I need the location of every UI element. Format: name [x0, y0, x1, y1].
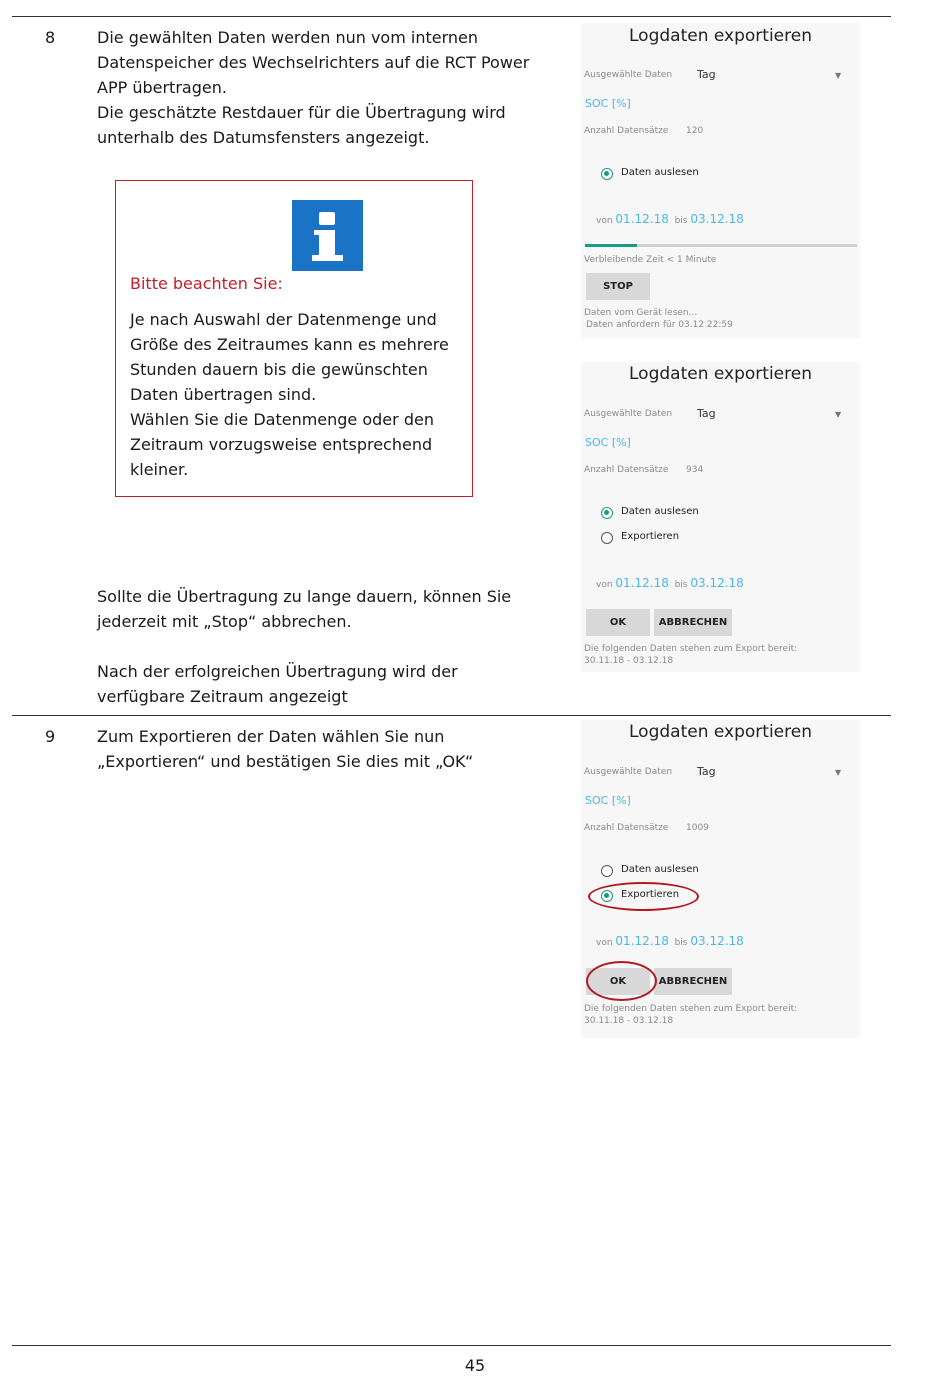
text-line: APP übertragen.: [97, 78, 227, 97]
app-screenshot-transfer: [581, 23, 860, 338]
selected-data-label: Ausgewählte Daten: [584, 409, 673, 419]
step-8-number: 8: [45, 28, 56, 47]
to-date[interactable]: 03.12.18: [690, 212, 744, 226]
dropdown-arrow-icon[interactable]: ▼: [835, 71, 842, 80]
soc-label: SOC [%]: [585, 436, 631, 449]
step-8-result-hint: [97, 659, 458, 709]
note-heading: Bitte beachten Sie:: [130, 274, 283, 293]
text-line: „Exportieren“ und bestätigen Sie dies mit „OK“: [97, 752, 474, 771]
from-label: von: [596, 938, 613, 948]
to-label: bis: [674, 938, 688, 948]
progress-bar: [585, 244, 857, 247]
radio-read-data-label: Daten auslesen: [621, 506, 699, 517]
soc-label: SOC [%]: [585, 794, 631, 807]
selected-data-value[interactable]: Tag: [697, 407, 716, 420]
step-9-number: 9: [45, 727, 56, 746]
from-label: von: [596, 216, 613, 226]
ok-highlight: [586, 961, 657, 1001]
to-label: bis: [674, 216, 688, 226]
note-line: Zeitraum vorzugsweise entsprechend: [130, 435, 433, 454]
step-8-stop-hint: [97, 584, 511, 634]
soc-label: SOC [%]: [585, 97, 631, 110]
selected-data-label: Ausgewählte Daten: [584, 767, 673, 777]
text-line: Datenspeicher des Wechselrichters auf die RCT Power: [97, 53, 530, 72]
to-date[interactable]: 03.12.18: [690, 934, 744, 948]
cancel-button[interactable]: ABBRECHEN: [654, 609, 732, 636]
from-date[interactable]: 01.12.18: [615, 576, 669, 590]
status-line: 30.11.18 - 03.12.18: [584, 1016, 674, 1026]
step-9-text: [97, 724, 473, 774]
record-count-label: Anzahl Datensätze: [584, 465, 669, 475]
text-line: unterhalb des Datumsfensters angezeigt.: [97, 128, 430, 147]
screen-title: Logdaten exportieren: [629, 364, 812, 384]
dropdown-arrow-icon[interactable]: ▼: [835, 410, 842, 419]
text-line: Die geschätzte Restdauer für die Übertragung wird: [97, 103, 506, 122]
note-body: [130, 307, 460, 482]
note-line: Je nach Auswahl der Datenmenge und: [130, 310, 437, 329]
ok-button[interactable]: OK: [586, 968, 650, 995]
selected-data-value[interactable]: Tag: [697, 68, 716, 81]
radio-export-label: Exportieren: [621, 889, 680, 900]
page-number: 45: [464, 1356, 486, 1375]
status-line: Daten vom Gerät lesen...: [584, 308, 698, 318]
radio-export-label: Exportieren: [621, 531, 680, 542]
status-line: Daten anfordern für 03.12 22:59: [586, 320, 733, 330]
note-line: Größe des Zeitraumes kann es mehrere: [130, 335, 449, 354]
date-range: [596, 934, 744, 948]
note-line: Daten übertragen sind.: [130, 385, 317, 404]
app-screenshot-ready: [581, 362, 860, 672]
from-label: von: [596, 580, 613, 590]
dropdown-arrow-icon[interactable]: ▼: [835, 768, 842, 777]
note-line: Stunden dauern bis die gewünschten: [130, 360, 428, 379]
screen-title: Logdaten exportieren: [629, 722, 812, 742]
selected-data-value[interactable]: Tag: [697, 765, 716, 778]
text-line: Nach der erfolgreichen Übertragung wird der: [97, 662, 458, 681]
progress-fill: [585, 244, 637, 247]
status-line: Die folgenden Daten stehen zum Export bereit:: [584, 1004, 798, 1014]
text-line: Sollte die Übertragung zu lange dauern, können Sie: [97, 587, 512, 606]
text-line: verfügbare Zeitraum angezeigt: [97, 687, 348, 706]
record-count-label: Anzahl Datensätze: [584, 823, 669, 833]
record-count-label: Anzahl Datensätze: [584, 126, 669, 136]
status-line: 30.11.18 - 03.12.18: [584, 656, 674, 666]
remaining-time: Verbleibende Zeit < 1 Minute: [584, 255, 717, 265]
from-date[interactable]: 01.12.18: [615, 212, 669, 226]
status-line: Die folgenden Daten stehen zum Export bereit:: [584, 644, 798, 654]
status-message: [584, 643, 797, 667]
radio-read-data[interactable]: [601, 507, 613, 519]
from-date[interactable]: 01.12.18: [615, 934, 669, 948]
top-rule: [12, 16, 891, 17]
status-message: [584, 307, 733, 331]
step-separator: [12, 715, 891, 716]
note-box: [115, 180, 473, 497]
radio-read-data-label: Daten auslesen: [621, 864, 699, 875]
ok-button[interactable]: OK: [586, 609, 650, 636]
record-count-value: 1009: [686, 823, 709, 833]
radio-export[interactable]: [601, 532, 613, 544]
to-label: bis: [674, 580, 688, 590]
step-8-intro: [97, 25, 529, 150]
to-date[interactable]: 03.12.18: [690, 576, 744, 590]
info-icon: [292, 200, 363, 271]
radio-read-data[interactable]: [601, 865, 613, 877]
selected-data-label: Ausgewählte Daten: [584, 70, 673, 80]
screen-title: Logdaten exportieren: [629, 26, 812, 46]
footer-rule: [12, 1345, 891, 1346]
export-highlight: [588, 882, 699, 911]
radio-read-data[interactable]: [601, 168, 613, 180]
text-line: jederzeit mit „Stop“ abbrechen.: [97, 612, 352, 631]
note-line: kleiner.: [130, 460, 189, 479]
stop-button[interactable]: STOP: [586, 273, 650, 300]
record-count-value: 934: [686, 465, 704, 475]
radio-read-data-label: Daten auslesen: [621, 167, 699, 178]
cancel-button[interactable]: ABBRECHEN: [654, 968, 732, 995]
app-screenshot-export: [581, 720, 860, 1038]
date-range: [596, 212, 744, 226]
text-line: Die gewählten Daten werden nun vom internen: [97, 28, 478, 47]
record-count-value: 120: [686, 126, 704, 136]
text-line: Zum Exportieren der Daten wählen Sie nun: [97, 727, 445, 746]
status-message: [584, 1003, 797, 1027]
date-range: [596, 576, 744, 590]
note-line: Wählen Sie die Datenmenge oder den: [130, 410, 434, 429]
